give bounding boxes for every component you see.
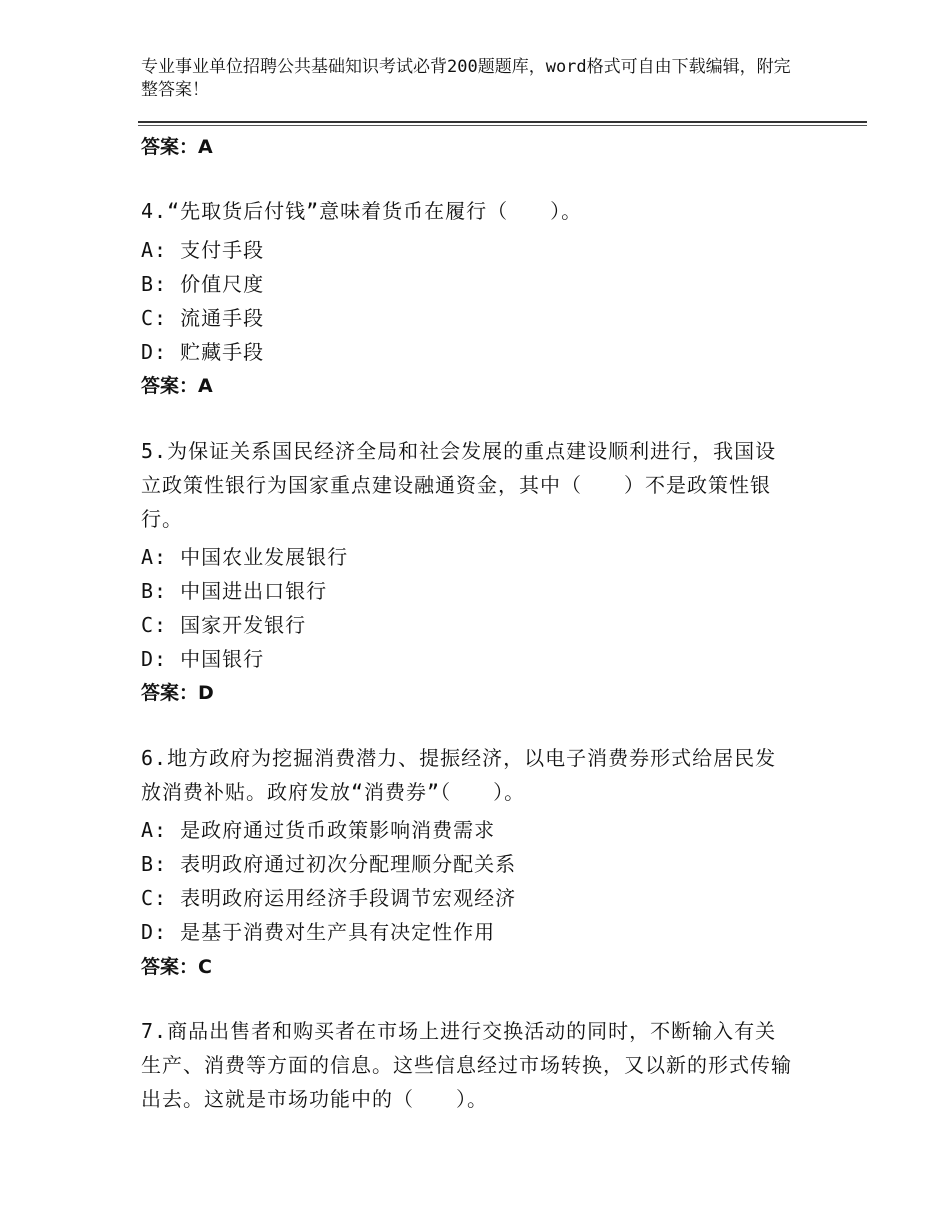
question-6-option-c: C: 表明政府运用经济手段调节宏观经济	[141, 886, 517, 910]
answer-5: 答案：D	[141, 682, 214, 704]
question-5-option-d: D: 中国银行	[141, 647, 265, 671]
question-4: 4.“先取货后付钱”意味着货币在履行（ ）。	[141, 199, 583, 223]
page-header: 专业事业单位招聘公共基础知识考试必背200题题库，word格式可自由下载编辑，附完整答案！	[141, 57, 791, 100]
question-5-option-c: C: 国家开发银行	[141, 613, 307, 637]
header-rule-thick	[138, 121, 867, 123]
answer-3: 答案：A	[141, 136, 213, 158]
question-6-option-d: D: 是基于消费对生产具有决定性作用	[141, 920, 496, 944]
question-4-option-c: C: 流通手段	[141, 306, 265, 330]
question-5-option-b: B: 中国进出口银行	[141, 579, 328, 603]
answer-4: 答案：A	[141, 375, 213, 397]
question-6-option-b: B: 表明政府通过初次分配理顺分配关系	[141, 852, 517, 876]
question-5-option-a: A: 中国农业发展银行	[141, 545, 349, 569]
header-rule-thin	[138, 125, 867, 126]
question-4-option-d: D: 贮藏手段	[141, 340, 265, 364]
question-5: 5.为保证关系国民经济全局和社会发展的重点建设顺利进行，我国设立政策性银行为国家重点建设融通资金，其中（ ）不是政策性银行。	[141, 439, 777, 531]
question-6-option-a: A: 是政府通过货币政策影响消费需求	[141, 818, 496, 842]
question-6: 6.地方政府为挖掘消费潜力、提振经济，以电子消费券形式给居民发放消费补贴。政府发放“消费券”（ ）。	[141, 746, 777, 804]
answer-6: 答案：C	[141, 956, 212, 978]
question-7: 7.商品出售者和购买者在市场上进行交换活动的同时，不断输入有关生产、消费等方面的信息。这些信息经过市场转换，又以新的形式传输出去。这就是市场功能中的（ ）。	[141, 1019, 792, 1111]
question-4-option-b: B: 价值尺度	[141, 272, 265, 296]
question-4-option-a: A: 支付手段	[141, 238, 265, 262]
